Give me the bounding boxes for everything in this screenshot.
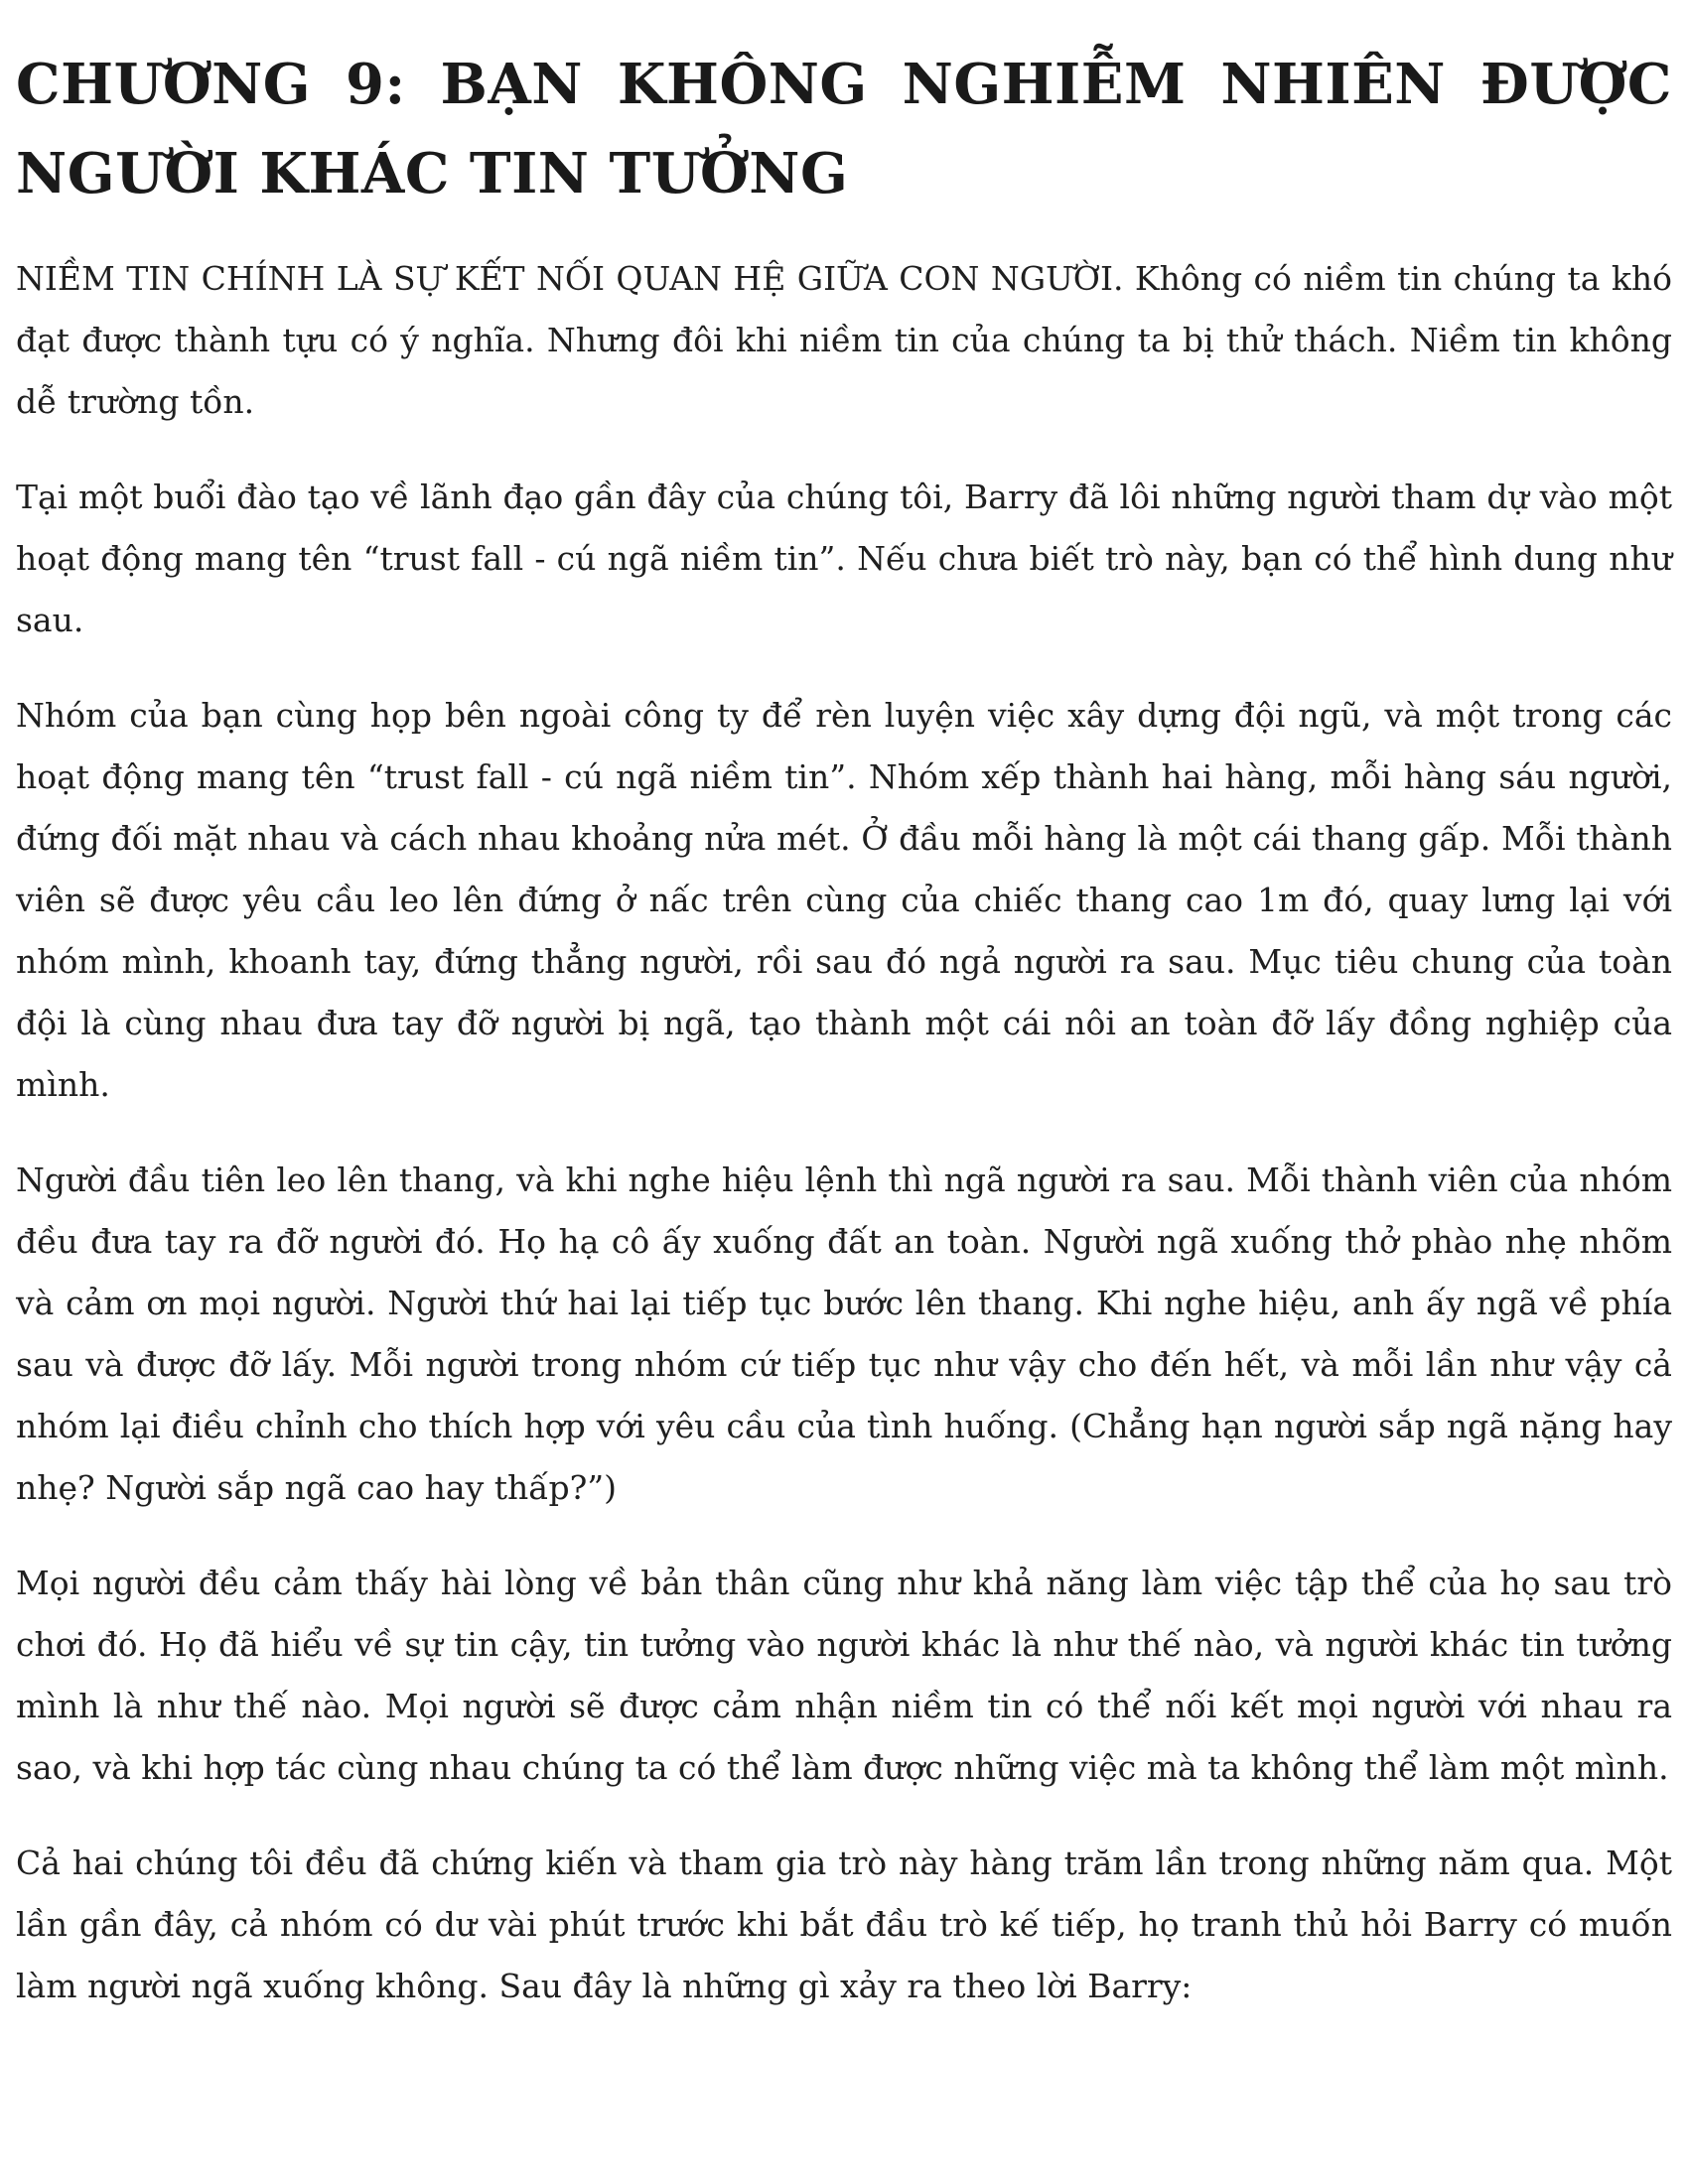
paragraph-5: Mọi người đều cảm thấy hài lòng về bản thân cũng như khả năng làm việc tập thể của họ sau trò chơi đó. Họ đã hiểu về sự tin cậy, tin tưởng vào người khác là như thế nào, và người khác tin tưởng mình là như thế nào. Mọi người sẽ được cảm nhận niềm tin có thể nối kết mọi người với nhau ra sao, và khi hợp tác cùng nhau chúng ta có thể làm được những việc mà ta không thể làm một mình. [16, 1564, 1672, 1787]
paragraph-2: Tại một buổi đào tạo về lãnh đạo gần đây của chúng tôi, Barry đã lôi những người tham dự vào một hoạt động mang tên “trust fall - cú ngã niềm tin”. Nếu chưa biết trò này, bạn có thể hình dung như sau. [16, 478, 1672, 639]
paragraph-1: NIỀM TIN CHÍNH LÀ SỰ KẾT NỐI QUAN HỆ GIỮA CON NGƯỜI. Không có niềm tin chúng ta khó đạt được thành tựu có ý nghĩa. Nhưng đôi khi niềm tin của chúng ta bị thử thách. Niềm tin không dễ trường tồn. [16, 259, 1672, 421]
chapter-title: CHƯƠNG 9: BẠN KHÔNG NGHIỄM NHIÊN ĐƯỢC NGƯỜI KHÁC TIN TƯỞNG [16, 52, 1672, 206]
paragraph-3: Nhóm của bạn cùng họp bên ngoài công ty để rèn luyện việc xây dựng đội ngũ, và một trong các hoạt động mang tên “trust fall - cú ngã niềm tin”. Nhóm xếp thành hai hàng, mỗi hàng sáu người, đứng đối mặt nhau và cách nhau khoảng nửa mét. Ở đầu mỗi hàng là một cái thang gấp. Mỗi thành viên sẽ được yêu cầu leo lên đứng ở nấc trên cùng của chiếc thang cao 1m đó, quay lưng lại với nhóm mình, khoanh tay, đứng thẳng người, rồi sau đó ngả người ra sau. Mục tiêu chung của toàn đội là cùng nhau đưa tay đỡ người bị ngã, tạo thành một cái nôi an toàn đỡ lấy đồng nghiệp của mình. [16, 696, 1672, 1104]
document-page [16, 40, 1672, 2051]
paragraph-6: Cả hai chúng tôi đều đã chứng kiến và tham gia trò này hàng trăm lần trong những năm qua. Một lần gần đây, cả nhóm có dư vài phút trước khi bắt đầu trò kế tiếp, họ tranh thủ hỏi Barry có muốn làm người ngã xuống không. Sau đây là những gì xảy ra theo lời Barry: [16, 1843, 1672, 2005]
paragraph-4: Người đầu tiên leo lên thang, và khi nghe hiệu lệnh thì ngã người ra sau. Mỗi thành viên của nhóm đều đưa tay ra đỡ người đó. Họ hạ cô ấy xuống đất an toàn. Người ngã xuống thở phào nhẹ nhõm và cảm ơn mọi người. Người thứ hai lại tiếp tục bước lên thang. Khi nghe hiệu, anh ấy ngã về phía sau và được đỡ lấy. Mỗi người trong nhóm cứ tiếp tục như vậy cho đến hết, và mỗi lần như vậy cả nhóm lại điều chỉnh cho thích hợp với yêu cầu của tình huống. (Chẳng hạn người sắp ngã nặng hay nhẹ? Người sắp ngã cao hay thấp?”) [16, 1160, 1672, 1507]
